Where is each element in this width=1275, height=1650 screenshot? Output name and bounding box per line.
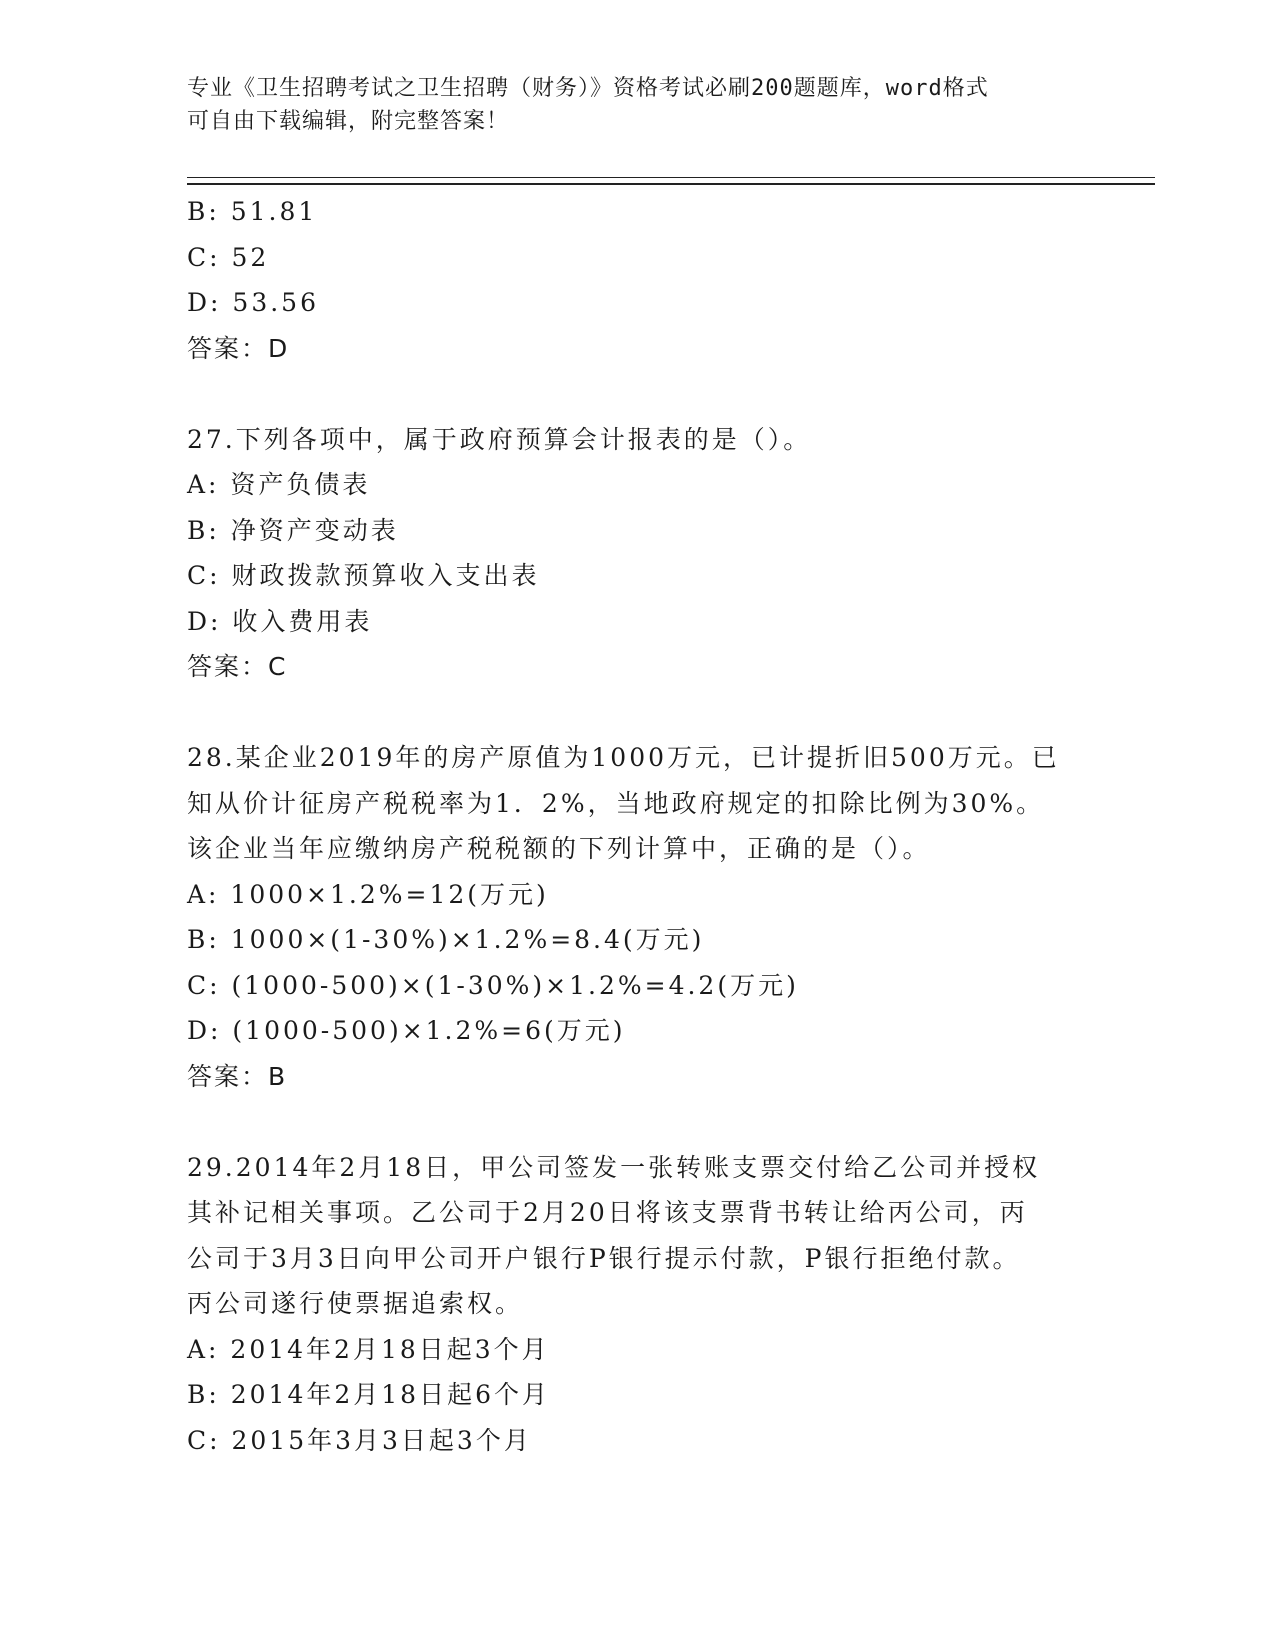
option-d: D: 53.56	[187, 288, 319, 317]
question-29	[187, 1145, 1087, 1464]
option-c: C: (1000-500)×(1-30%)×1.2%=4.2(万元)	[187, 970, 799, 1000]
question-26	[187, 189, 1087, 371]
question-stem-line-2: 知从价计征房产税税率为1．2%，当地政府规定的扣除比例为30%。	[187, 788, 1045, 818]
option-b: B: 净资产变动表	[187, 515, 399, 545]
answer-line: 答案：B	[187, 1061, 288, 1091]
question-27	[187, 417, 1087, 690]
option-a: A: 1000×1.2%=12(万元)	[187, 879, 549, 909]
question-stem-line-4: 丙公司遂行使票据追索权。	[187, 1289, 524, 1318]
question-list	[187, 189, 1087, 1463]
question-stem-line-3: 该企业当年应缴纳房产税税额的下列计算中，正确的是（）。	[187, 834, 931, 863]
option-b: B: 1000×(1-30%)×1.2%=8.4(万元)	[187, 925, 705, 954]
option-c: C: 52	[187, 242, 270, 272]
header-title-line-1: 专业《卫生招聘考试之卫生招聘（财务）》资格考试必刷200题题库，word格式	[187, 76, 989, 101]
header-title-line-2: 可自由下载编辑，附完整答案！	[187, 109, 510, 134]
question-spacer	[187, 690, 1087, 736]
question-stem-line-3: 公司于3月3日向甲公司开户银行P银行提示付款，P银行拒绝付款。	[187, 1243, 1021, 1273]
option-b: B: 51.81	[187, 197, 318, 226]
document-header	[187, 72, 1087, 138]
option-d: D: (1000-500)×1.2%=6(万元)	[187, 1016, 626, 1045]
option-d: D: 收入费用表	[187, 606, 373, 636]
question-spacer	[187, 371, 1087, 417]
option-c: C: 2015年3月3日起3个月	[187, 1425, 532, 1455]
option-a: A: 资产负债表	[187, 470, 371, 499]
option-a: A: 2014年2月18日起3个月	[187, 1334, 550, 1364]
option-c: C: 财政拨款预算收入支出表	[187, 561, 540, 590]
question-stem-line-1: 28.某企业2019年的房产原值为1000万元，已计提折旧500万元。已	[187, 743, 1060, 772]
question-spacer	[187, 1099, 1087, 1145]
answer-line: 答案：C	[187, 652, 288, 681]
question-stem-line-2: 其补记相关事项。乙公司于2月20日将该支票背书转让给丙公司，丙	[187, 1198, 1028, 1227]
question-28	[187, 735, 1087, 1099]
option-b: B: 2014年2月18日起6个月	[187, 1380, 550, 1409]
question-stem: 27.下列各项中，属于政府预算会计报表的是（）。	[187, 424, 812, 454]
question-stem-line-1: 29.2014年2月18日，甲公司签发一张转账支票交付给乙公司并授权	[187, 1152, 1041, 1182]
answer-line: 答案：D	[187, 333, 290, 363]
header-divider	[187, 177, 1155, 185]
